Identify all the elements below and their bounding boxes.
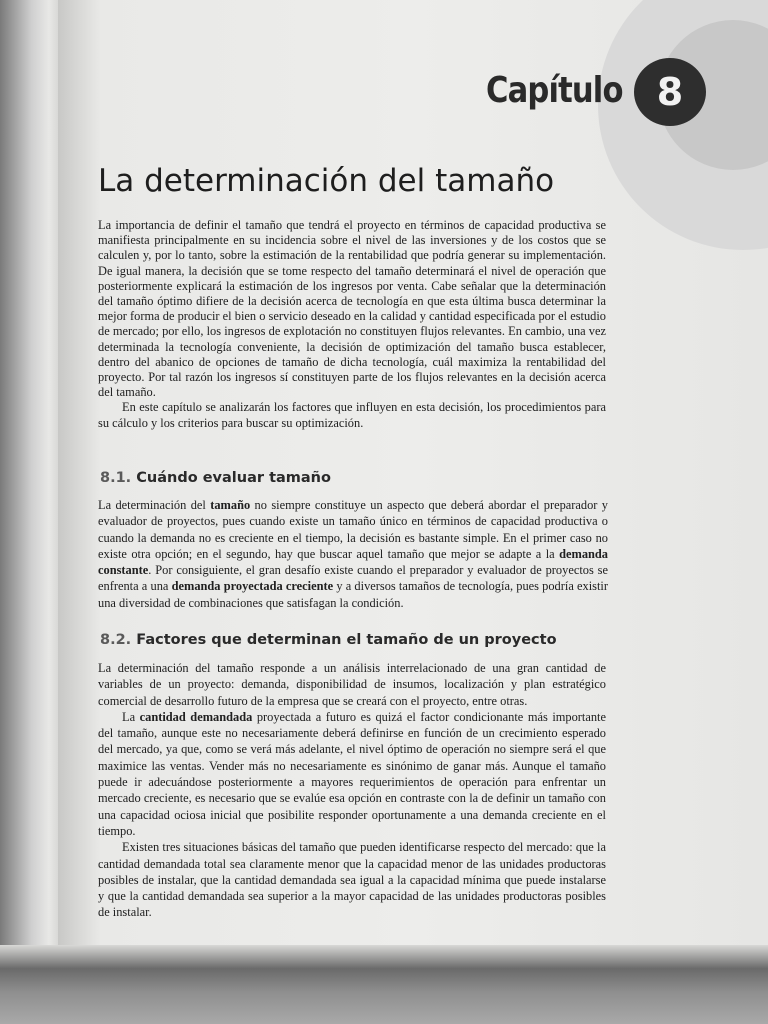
chapter-title: La determinación del tamaño xyxy=(98,163,555,199)
section-title: Factores que determinan el tamaño de un proyecto xyxy=(136,632,557,648)
section-title: Cuándo evaluar tamaño xyxy=(136,470,331,486)
section-8-2-body xyxy=(98,660,606,921)
bold-term: tamaño xyxy=(210,498,251,512)
section-heading-8-1 xyxy=(100,470,331,486)
section-8-2-paragraph-1: La determinación del tamaño responde a un análisis interrelacionado de una gran cantidad de variables de un proyecto: demanda, disponibilidad de insumos, localización y plan estratégico comercial de desarrollo futuro de la empresa que se creará con el proyecto, entre otras. xyxy=(98,661,606,708)
bold-term: cantidad demandada xyxy=(139,709,253,724)
intro-text xyxy=(98,218,606,431)
chapter-number-badge: 8 xyxy=(634,58,706,126)
section-heading-8-2 xyxy=(100,632,557,648)
intro-paragraph-2: En este capítulo se analizarán los factores que influyen en esta decisión, los procedimientos para su cálculo y los criterios para buscar su optimización. xyxy=(98,400,606,430)
chapter-label: Capítulo xyxy=(486,70,623,111)
section-8-1-paragraph: La determinación del tamaño no siempre constituye un aspecto que deberá abordar el preparador y evaluador de proyectos, pues cuando existe un tamaño único en términos de capacidad productiva o cuando la demanda no es creciente en el tiempo, la decisión es bastante simple. En el primer caso no existe otra opción; en el segundo, hay que buscar aquel tamaño que mejor se adapte a la demanda constante. Por consiguiente, el gran desafío existe cuando el preparador y evaluador de proyectos se enfrenta a una demanda proyectada creciente y a diversos tamaños de tecnología, pues podría existir una diversidad de combinaciones que satisfagan la condición. xyxy=(98,498,609,610)
intro-paragraph-1: La importancia de definir el tamaño que tendrá el proyecto en términos de capacidad productiva se manifiesta principalmente en su incidencia sobre el nivel de las inversiones y de los costos que se calculen y, por lo tanto, sobre la estimación de la rentabilidad que podría generar su implementación. De igual manera, la decisión que se tome respecto del tamaño determinará el nivel de operación que posteriormente explicará la estimación de los ingresos por venta. Cabe señalar que la determinación del tamaño óptimo difiere de la decisión acerca de tecnología en que esta última busca determinar la mejor forma de producir el bien o servicio deseado en la calidad y cantidad especificada por el estudio de mercado; por ello, los ingresos de explotación no constituyen flujos relevantes. En cambio, una vez determinada la tecnología conveniente, la decisión de optimización del tamaño busca establecer, dentro del abanico de opciones de tamaño de dicha tecnología, cuál maximiza la rentabilidad del proyecto. Por tal razón los ingresos sí constituyen parte de los flujos relevantes en la decisión acerca del tamaño. xyxy=(98,218,606,400)
bold-term: demanda constante xyxy=(98,546,608,578)
section-number: 8.2. xyxy=(100,632,132,648)
bold-term: demanda proyectada creciente xyxy=(171,579,334,594)
page-edge-shadow xyxy=(0,945,768,1024)
section-8-1-body xyxy=(98,497,608,611)
section-8-2-paragraph-3: Existen tres situaciones básicas del tamaño que pueden identificarse respecto del mercado: que la cantidad demandada total sea claramente menor que la capacidad menor de las unidades productoras posibles de instalar, que la cantidad demandada sea igual a la capacidad mínima que puede instalarse y que la cantidad demandada sea superior a la mayor capacidad de las unidades productoras posibles de instalar. xyxy=(98,840,606,920)
section-number: 8.1. xyxy=(100,470,132,486)
section-8-2-paragraph-2: La cantidad demandada proyectada a futuro es quizá el factor condicionante más importante del tamaño, aunque este no necesariamente deberá definirse en función de un crecimiento esperado del mercado, ya que, como se verá más adelante, el nivel óptimo de operación no siempre será el que maximice las ventas. Vender más no necesariamente es sinónimo de ganar más. Aunque el tamaño puede ir adecuándose posteriormente a mayores requerimientos de operación para enfrentar un mercado creciente, es necesario que se evalúe esa opción en contraste con la de definir un tamaño con una capacidad ociosa inicial que posibilite responder oportunamente a una demanda creciente en el tiempo. xyxy=(98,709,606,838)
